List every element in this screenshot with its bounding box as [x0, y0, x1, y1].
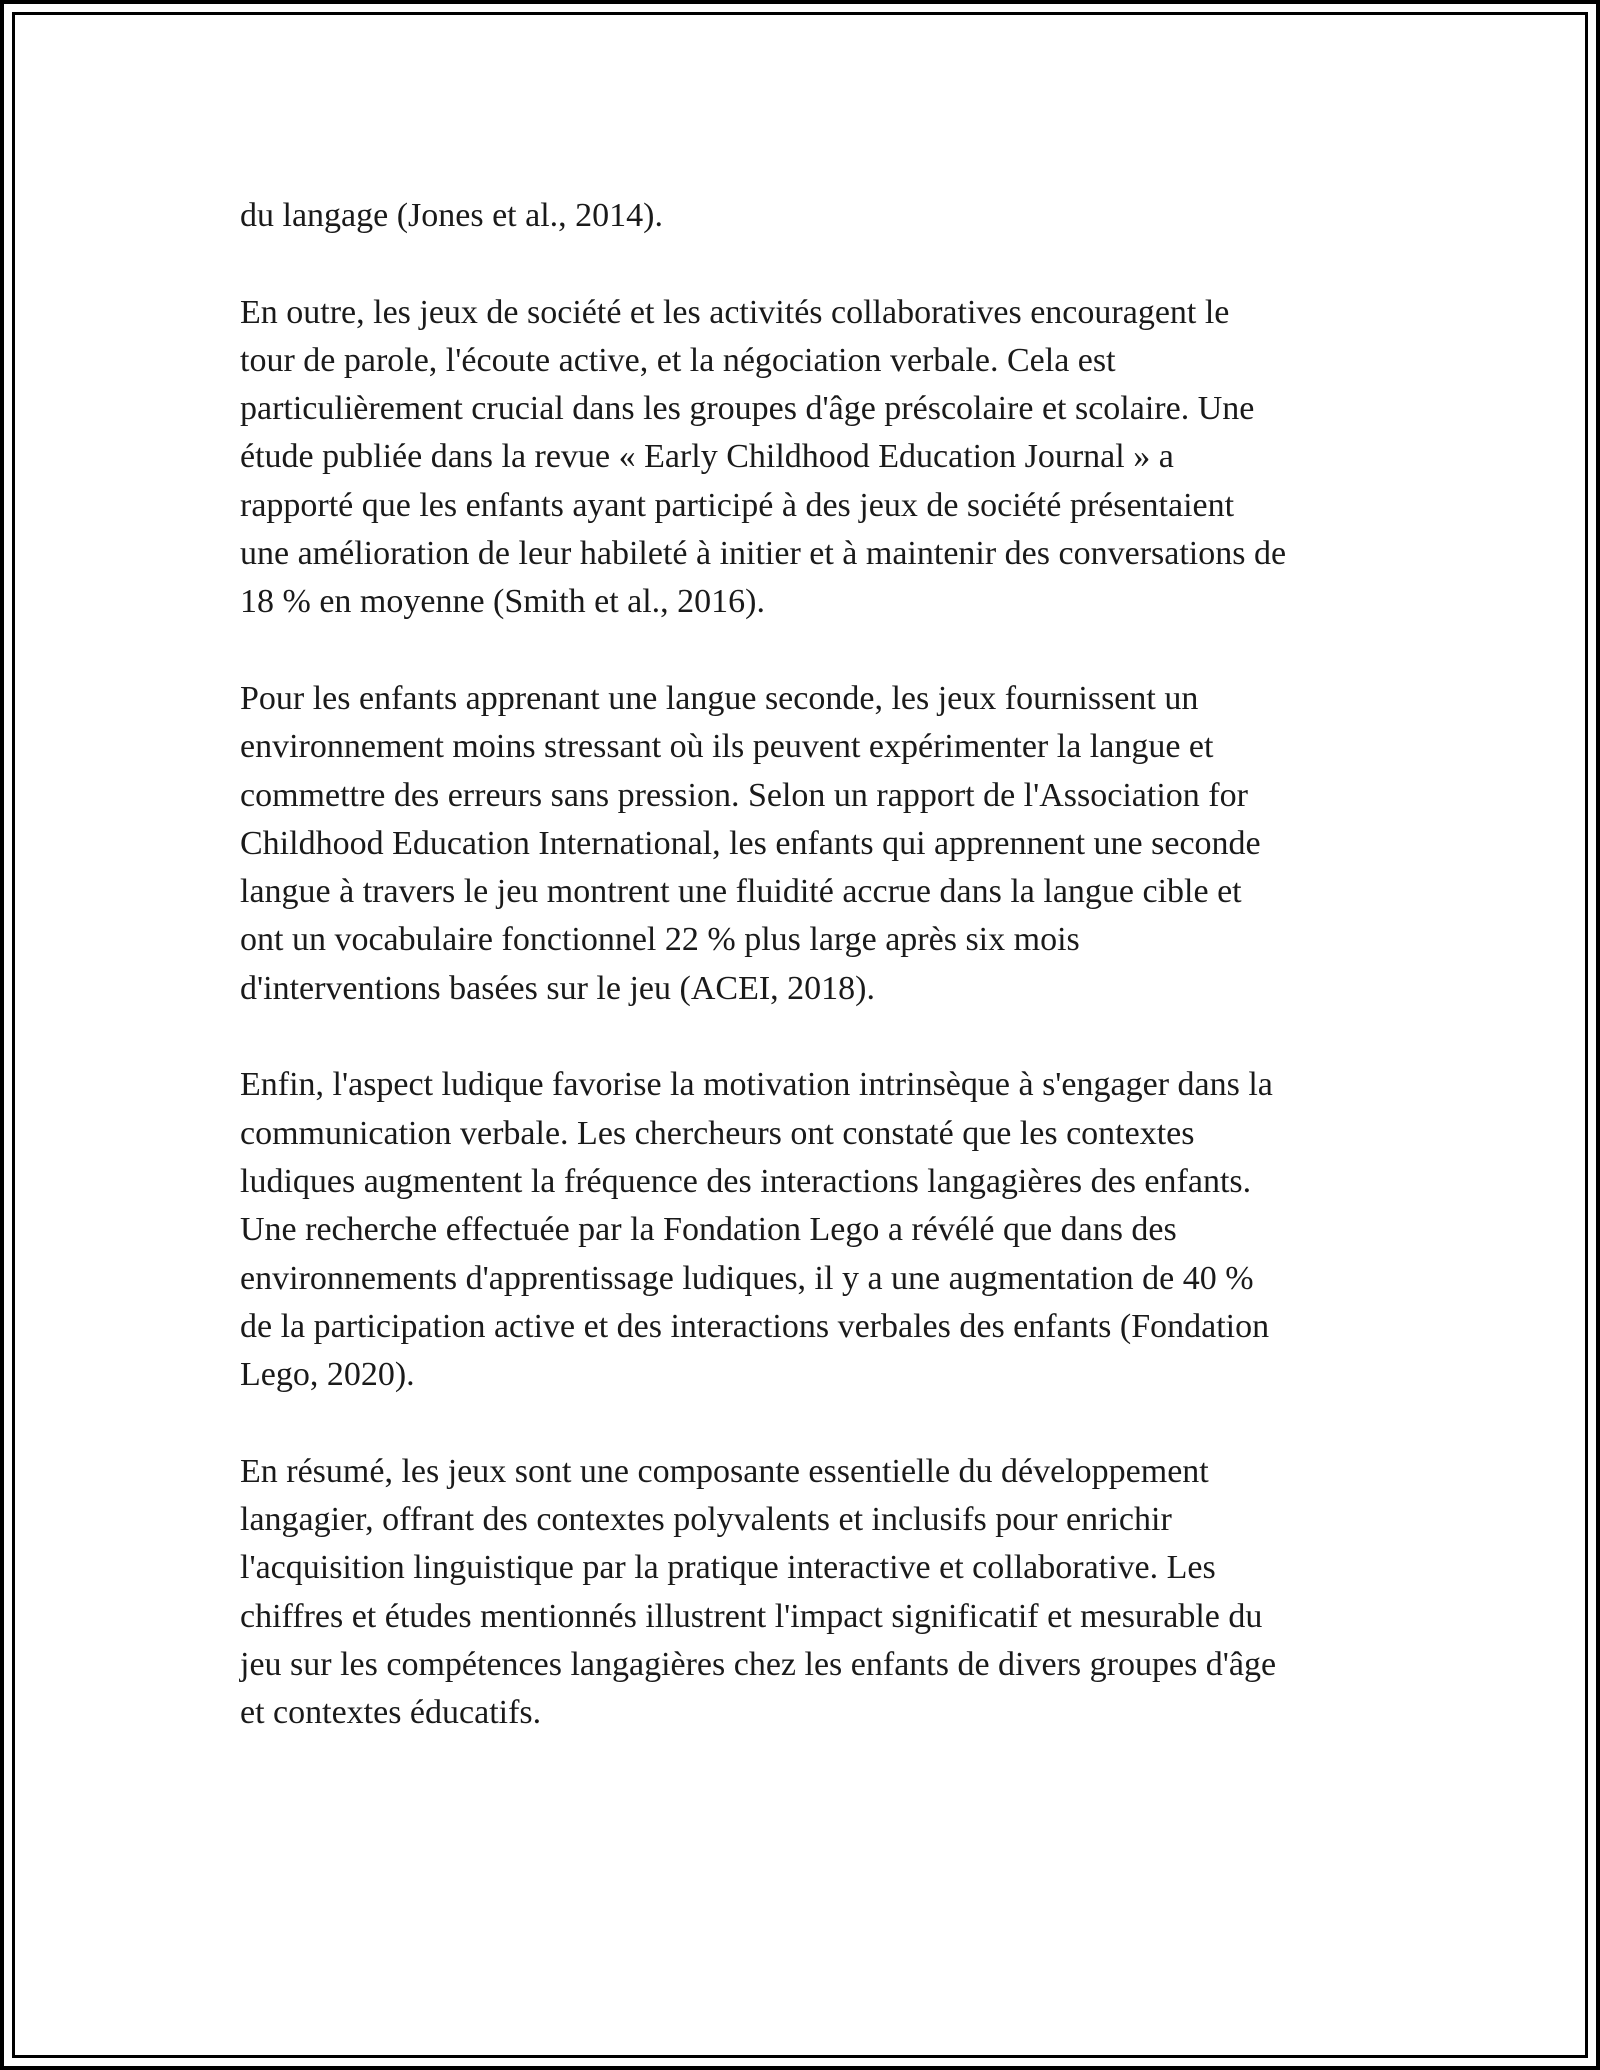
paragraph-3: Pour les enfants apprenant une langue seconde, les jeux fournissent un environnement moins stressant où ils peuvent expérimenter la langue et commettre des erreurs sans pression. Selon un rapport de l'Association for Childhood Education International, les enfants qui apprennent une seconde langue à travers le jeu montrent une fluidité accrue dans la langue cible et ont un vocabulaire fonctionnel 22 % plus large après six mois d'interventions basées sur le jeu (ACEI, 2018).: [240, 679, 1261, 1007]
paragraph-2: En outre, les jeux de société et les activités collaboratives encouragent le tour de parole, l'écoute active, et la négociation verbale. Cela est particulièrement crucial dans les groupes d'âge préscolaire et scolaire. Une étude publiée dans la revue « Early Childhood Education Journal » a rapporté que les enfants ayant participé à des jeux de société présentaient une amélioration de leur habileté à initier et à maintenir des conversations de 18 % en moyenne (Smith et al., 2016).: [240, 293, 1287, 621]
paragraph-5: En résumé, les jeux sont une composante essentielle du développement langagier, offrant des contextes polyvalents et inclusifs pour enrichir l'acquisition linguistique par la pratique interactive et collaborative. Les chiffres et études mentionnés illustrent l'impact significatif et mesurable du jeu sur les compétences langagières chez les enfants de divers groupes d'âge et contextes éducatifs.: [240, 1452, 1277, 1732]
document-body: [240, 192, 1380, 1786]
paragraph-4: Enfin, l'aspect ludique favorise la motivation intrinsèque à s'engager dans la communication verbale. Les chercheurs ont constaté que les contextes ludiques augmentent la fréquence des interactions langagières des enfants. Une recherche effectuée par la Fondation Lego a révélé que dans des environnements d'apprentissage ludiques, il y a une augmentation de 40 % de la participation active et des interactions verbales des enfants (Fondation Lego, 2020).: [240, 1066, 1273, 1394]
paragraph-1: du langage (Jones et al., 2014).: [240, 197, 663, 234]
